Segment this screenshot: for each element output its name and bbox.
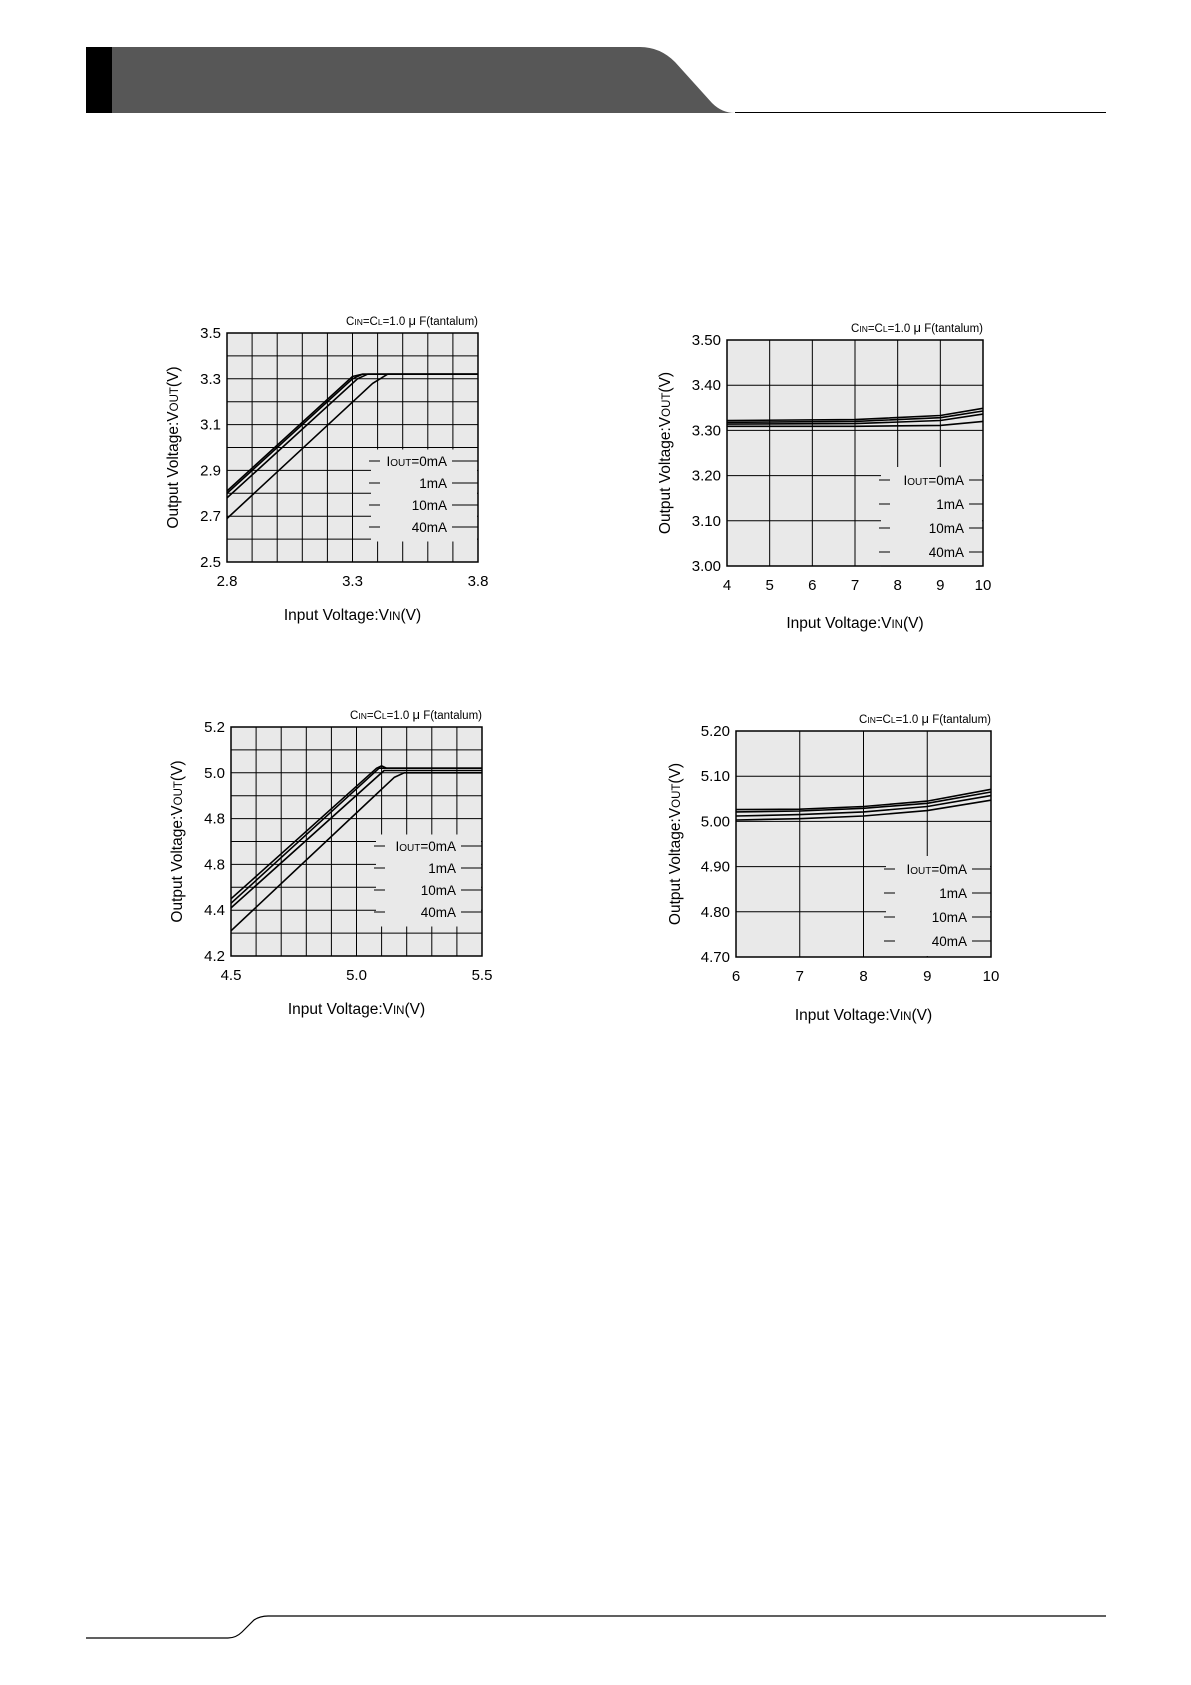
x-tick-label: 5.0: [346, 967, 367, 984]
y-tick-label: 5.00: [700, 813, 730, 831]
y-tick-label: 5.0: [204, 764, 225, 782]
legend-label: 10mA: [931, 910, 967, 925]
y-tick-label: 5.20: [700, 723, 730, 740]
x-tick-label: 9: [923, 968, 932, 985]
legend-label: 10mA: [928, 521, 964, 536]
legend-label: 40mA: [928, 545, 964, 560]
x-tick-label: 3.8: [467, 573, 489, 590]
legend-label: 1mA: [939, 886, 967, 901]
y-tick-label: 3.10: [691, 512, 721, 530]
legend-label: 1mA: [936, 497, 964, 512]
legend-label-first: IOUT=0mA: [906, 862, 967, 877]
y-axis-label: Output Voltage:VOUT(V): [657, 371, 674, 535]
x-tick-label: 5.5: [471, 967, 493, 984]
legend-label: 10mA: [420, 883, 456, 898]
y-tick-label: 4.2: [204, 948, 225, 965]
y-tick-label: 2.9: [200, 462, 221, 480]
x-tick-label: 10: [982, 968, 1000, 985]
y-tick-label: 4.90: [700, 858, 730, 876]
x-tick-label: 2.8: [216, 573, 238, 590]
y-axis-label: Output Voltage:VOUT(V): [165, 366, 182, 529]
x-axis-label: Input Voltage:VIN(V): [283, 607, 422, 624]
x-tick-label: 6: [731, 968, 741, 985]
y-tick-label: 4.4: [204, 902, 225, 920]
x-tick-label: 4.5: [220, 967, 242, 984]
legend-label: 40mA: [420, 905, 456, 920]
legend-label: 40mA: [411, 520, 447, 535]
x-tick-label: 9: [936, 577, 945, 594]
chart-condition-label: CIN=CL=1.0 μ F(tantalum): [346, 313, 478, 328]
y-tick-label: 5.10: [700, 768, 730, 786]
x-tick-label: 7: [850, 577, 860, 594]
chart-condition-label: CIN=CL=1.0 μ F(tantalum): [851, 320, 983, 335]
x-tick-label: 10: [974, 577, 992, 594]
x-axis-label: Input Voltage:VIN(V): [794, 1007, 933, 1024]
y-tick-label: 3.5: [200, 325, 221, 342]
x-axis-label: Input Voltage:VIN(V): [287, 1001, 426, 1018]
chart-condition-label: CIN=CL=1.0 μ F(tantalum): [350, 707, 482, 722]
y-tick-label: 4.70: [700, 949, 730, 966]
legend-label: 40mA: [931, 934, 967, 949]
y-tick-label: 3.40: [691, 377, 721, 395]
y-tick-label: 4.8: [204, 810, 225, 828]
legend-label-first: IOUT=0mA: [386, 454, 447, 469]
y-tick-label: 3.30: [691, 422, 721, 440]
x-tick-label: 4: [722, 577, 732, 594]
y-tick-label: 2.7: [200, 508, 221, 526]
x-tick-label: 6: [808, 577, 817, 594]
x-tick-label: 5: [765, 577, 774, 594]
y-tick-label: 3.20: [691, 467, 721, 485]
x-axis-label: Input Voltage:VIN(V): [786, 615, 924, 632]
legend-label: 1mA: [419, 476, 447, 491]
y-tick-label: 3.50: [691, 332, 721, 349]
chart-condition-label: CIN=CL=1.0 μ F(tantalum): [859, 711, 991, 726]
legend-label: 10mA: [411, 498, 447, 513]
y-tick-label: 3.1: [200, 416, 221, 434]
y-axis-label: Output Voltage:VOUT(V): [169, 760, 186, 923]
y-tick-label: 2.5: [200, 554, 221, 571]
y-tick-label: 3.00: [691, 558, 721, 575]
y-tick-label: 4.80: [700, 903, 730, 921]
y-axis-label: Output Voltage:VOUT(V): [667, 762, 684, 926]
x-tick-label: 7: [795, 968, 804, 985]
legend-label-first: IOUT=0mA: [903, 473, 964, 488]
legend-label-first: IOUT=0mA: [395, 839, 456, 854]
y-tick-label: 4.8: [204, 856, 225, 874]
x-tick-label: 8: [859, 968, 868, 985]
x-tick-label: 8: [893, 577, 902, 594]
y-tick-label: 3.3: [200, 370, 221, 388]
legend-label: 1mA: [428, 861, 456, 876]
y-tick-label: 5.2: [204, 719, 225, 736]
x-tick-label: 3.3: [342, 573, 363, 590]
